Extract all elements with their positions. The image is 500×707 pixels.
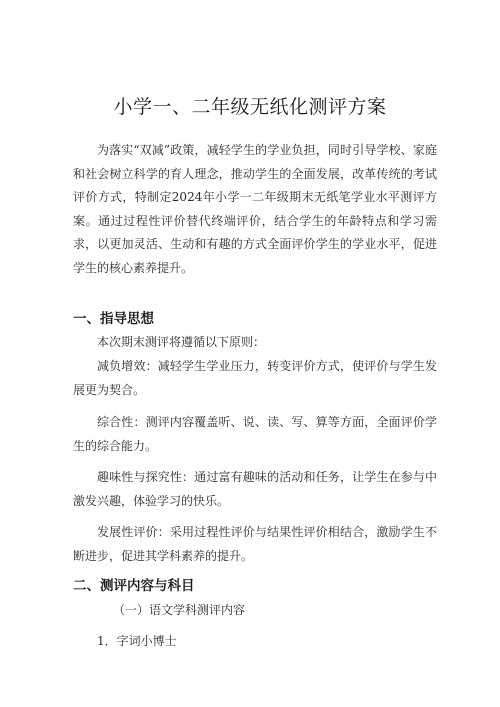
principle-paragraph: 减负增效：减轻学生学业压力，转变评价方式，使评价与学生发展更为契合。	[73, 359, 437, 397]
principle-paragraph: 发展性评价：采用过程性评价与结果性评价相结合，激励学生不断进步，促进其学科素养的提升。	[73, 525, 437, 563]
section-heading-content-subjects: 二、测评内容与科目	[73, 578, 195, 594]
section-heading-guiding-ideology: 一、指导思想	[73, 311, 154, 327]
principles-lead: 本次期末测评将遵循以下原则：	[97, 335, 266, 349]
principle-paragraph: 趣味性与探究性：通过富有趣味的活动和任务，让学生在参与中激发兴趣，体验学习的快乐。	[73, 470, 437, 508]
intro-paragraph: 为落实“双减”政策，减轻学生的学业负担，同时引导学校、家庭和社会树立科学的育人理念，推动学生的全面发展，改革传统的考试评价方式，特制定2024年小学一二年级期末无纸笔学业水平测评方案。通过过程性评价替代终端评价，结合学生的年龄特点和学习需求，以更加灵活、生动和有趣的方式全面评价学生的学业水平，促进学生的核心素养提升。	[73, 143, 437, 275]
document-title: 小学一、二年级无纸化测评方案	[113, 96, 387, 118]
subsection-heading-chinese: （一）语文学科测评内容	[113, 603, 246, 617]
list-item-title: 1．字词小博士	[97, 634, 177, 648]
principle-paragraph: 综合性：测评内容覆盖听、说、读、写、算等方面，全面评价学生的综合能力。	[73, 415, 437, 453]
